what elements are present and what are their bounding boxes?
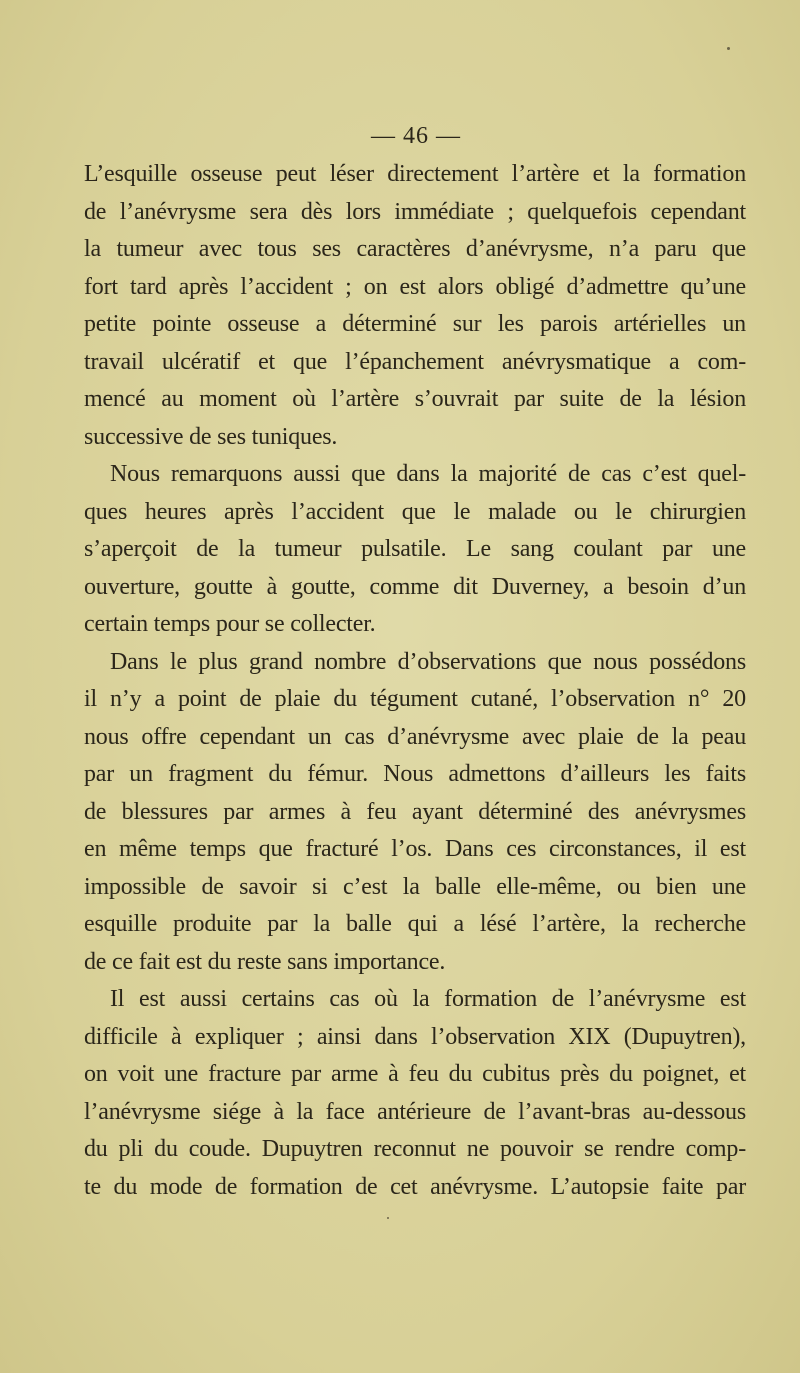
text-line: l’anévrysme siége à la face antérieure de l’avant-bras au-dessous	[84, 1098, 746, 1125]
paragraph	[84, 456, 746, 644]
paper-speck	[727, 47, 730, 50]
paragraph	[84, 644, 746, 982]
text-line: on voit une fracture par arme à feu du cubitus près du poignet, et	[84, 1061, 746, 1087]
text-line: petite pointe osseuse a déterminé sur les parois artérielles un	[84, 311, 746, 337]
text-line: Nous remarquons aussi que dans la majorité de cas c’est quel-	[110, 461, 746, 487]
text-line: L’esquille osseuse peut léser directement l’artère et la formation	[84, 161, 746, 187]
paragraph	[84, 981, 746, 1206]
text-line: certain temps pour se collecter.	[84, 611, 376, 637]
text-line: s’aperçoit de la tumeur pulsatile. Le sang coulant par une	[84, 536, 746, 562]
paragraph	[84, 156, 746, 456]
text-line: de l’anévrysme sera dès lors immédiate ; quelquefois cependant	[84, 198, 746, 225]
text-line: te du mode de formation de cet anévrysme. L’autopsie faite par	[84, 1173, 746, 1200]
text-line: la tumeur avec tous ses caractères d’anévrysme, n’a paru que	[84, 236, 746, 262]
text-line: esquille produite par la balle qui a lésé l’artère, la recherche	[84, 911, 746, 937]
text-line: impossible de savoir si c’est la balle elle-même, ou bien une	[84, 873, 746, 900]
text-line: difficile à expliquer ; ainsi dans l’observation XIX (Dupuytren),	[84, 1023, 746, 1050]
text-line: Il est aussi certains cas où la formation de l’anévrysme est	[110, 986, 746, 1012]
text-line: nous offre cependant un cas d’anévrysme avec plaie de la peau	[84, 723, 746, 750]
text-line: successive de ses tuniques.	[84, 423, 338, 450]
text-line: en même temps que fracturé l’os. Dans ces circonstances, il est	[84, 836, 746, 862]
text-line: du pli du coude. Dupuytren reconnut ne pouvoir se rendre comp-	[84, 1136, 746, 1162]
text-line: ques heures après l’accident que le malade ou le chirurgien	[84, 498, 746, 525]
page-number: — 46 —	[371, 123, 461, 149]
text-line: de ce fait est du reste sans importance.	[84, 948, 446, 975]
body-text	[84, 156, 746, 1206]
text-line: fort tard après l’accident ; on est alors obligé d’admettre qu’une	[84, 273, 746, 300]
text-line: travail ulcératif et que l’épanchement anévrysmatique a com-	[84, 348, 746, 375]
paper-speck	[387, 1217, 389, 1219]
text-line: il n’y a point de plaie du tégument cutané, l’observation n° 20	[84, 686, 746, 712]
text-line: ouverture, goutte à goutte, comme dit Duverney, a besoin d’un	[84, 573, 746, 600]
text-line: Dans le plus grand nombre d’observations que nous possédons	[110, 648, 746, 675]
text-line: mencé au moment où l’artère s’ouvrait par suite de la lésion	[84, 386, 746, 412]
text-line: de blessures par armes à feu ayant déterminé des anévrysmes	[84, 798, 746, 825]
text-line: par un fragment du fémur. Nous admettons d’ailleurs les faits	[84, 761, 746, 787]
